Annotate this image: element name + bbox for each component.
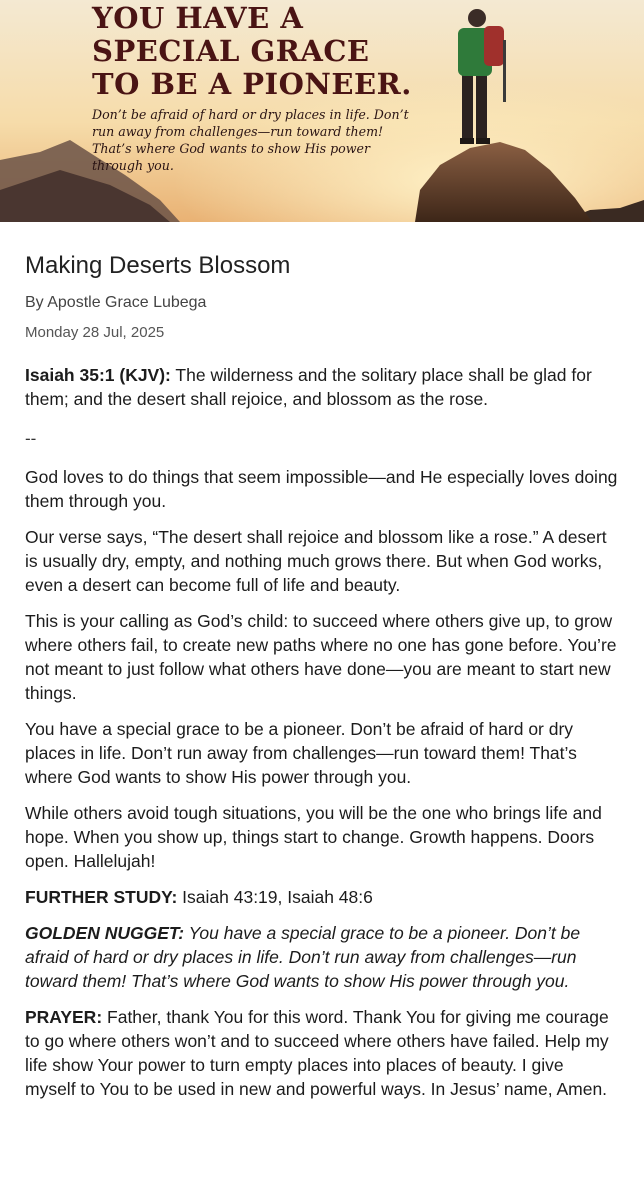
- verse-text: The wilderness and the solitary place shall be glad for them; and the desert shall rejoice, and blossom as the rose.: [25, 365, 592, 409]
- article-paragraph: While others avoid tough situations, you will be the one who brings life and hope. When you show up, things start to change. Growth happens. Doors open. Hallelujah!: [25, 803, 602, 871]
- scripture-verse: [25, 363, 619, 411]
- article-paragraph: God loves to do things that seem impossible—and He especially loves doing them through you.: [25, 467, 618, 511]
- golden-nugget-text: You have a special grace to be a pioneer. Don’t be afraid of hard or dry places in life. Don’t run away from challenges—run toward them! That’s where God wants to show His power through you.: [25, 923, 581, 991]
- further-study-text: Isaiah 43:19, Isaiah 48:6: [177, 887, 373, 907]
- article-title: Making Deserts Blossom: [25, 252, 291, 279]
- article-paragraph: You have a special grace to be a pioneer. Don’t be afraid of hard or dry places in life. Don’t run away from challenges—run toward them! That’s where God wants to show His power through you.: [25, 719, 577, 787]
- banner-headline-line: YOU HAVE A: [92, 1, 304, 35]
- hero-banner: [0, 0, 644, 222]
- banner-headline: [92, 2, 412, 101]
- prayer: [25, 1005, 619, 1101]
- article-paragraph: Our verse says, “The desert shall rejoice and blossom like a rose.” A desert is usually dry, empty, and nothing much grows there. But when God works, even a desert can become full of life and beauty.: [25, 527, 607, 595]
- article-paragraph: This is your calling as God’s child: to succeed where others give up, to grow where others fail, to create new paths where no one has gone before. You’re not meant to just follow what others have done—you are meant to start new things.: [25, 611, 617, 703]
- banner-subtext: Don’t be afraid of hard or dry places in life. Don’t run away from challenges—run toward them! That’s where God wants to show His power through you.: [92, 107, 409, 173]
- prayer-label: PRAYER:: [25, 1007, 103, 1027]
- article-date: Monday 28 Jul, 2025: [25, 324, 165, 341]
- further-study: [25, 885, 619, 909]
- article: [0, 252, 644, 1101]
- further-study-label: FURTHER STUDY:: [25, 887, 178, 907]
- prayer-text: Father, thank You for this word. Thank You for giving me courage to go where others won’t and to succeed where others have failed. Help my life show Your power to turn empty places into places of beauty. I give myself to You to be used in new and powerful ways. In Jesus’ name, Amen.: [25, 1007, 609, 1099]
- separator: --: [25, 429, 37, 448]
- article-author: By Apostle Grace Lubega: [25, 294, 207, 311]
- golden-nugget-label: GOLDEN NUGGET:: [25, 923, 185, 943]
- banner-headline-line: TO BE A PIONEER.: [92, 67, 412, 101]
- banner-headline-line: SPECIAL GRACE: [92, 34, 370, 68]
- verse-reference: Isaiah 35:1 (KJV):: [25, 365, 171, 385]
- golden-nugget: [25, 921, 619, 993]
